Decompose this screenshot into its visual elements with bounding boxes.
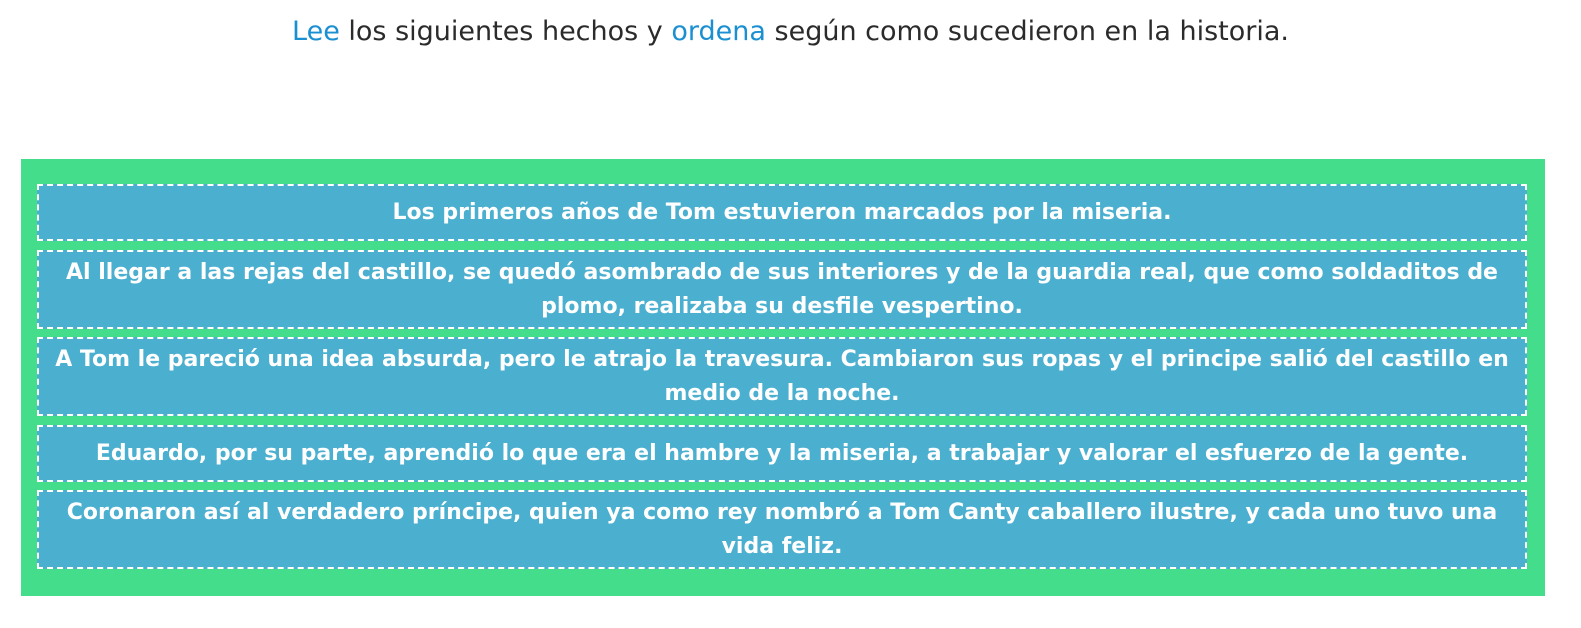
sortable-event-card[interactable]: [37, 490, 1527, 569]
instruction-text: [0, 16, 1581, 47]
event-text: Coronaron así al verdadero príncipe, quien ya como rey nombró a Tom Canty caballero ilustre, y cada uno tuvo una vida feliz.: [66, 499, 1498, 559]
sortable-events-panel: [21, 159, 1545, 596]
event-text: Al llegar a las rejas del castillo, se quedó asombrado de sus interiores y de la guardia real, que como soldaditos de plomo, realizaba su desfile vespertino.: [66, 259, 1498, 319]
sortable-event-card[interactable]: [37, 425, 1527, 482]
instruction-keyword-ordena: ordena: [671, 16, 766, 47]
instruction-text-part-1: los siguientes hechos y: [339, 16, 672, 47]
instruction-keyword-lee: Lee: [292, 16, 340, 47]
sortable-event-card[interactable]: [37, 250, 1527, 329]
event-text: Los primeros años de Tom estuvieron marcados por la miseria.: [392, 199, 1172, 225]
sortable-event-card[interactable]: [37, 337, 1527, 416]
event-text: Eduardo, por su parte, aprendió lo que era el hambre y la miseria, a trabajar y valorar el esfuerzo de la gente.: [95, 440, 1469, 466]
instruction-text-part-2: según como sucedieron en la historia.: [765, 16, 1289, 47]
sortable-event-card[interactable]: [37, 184, 1527, 241]
event-text: A Tom le pareció una idea absurda, pero le atrajo la travesura. Cambiaron sus ropas y el principe salió del castillo en medio de la noche.: [55, 346, 1509, 406]
